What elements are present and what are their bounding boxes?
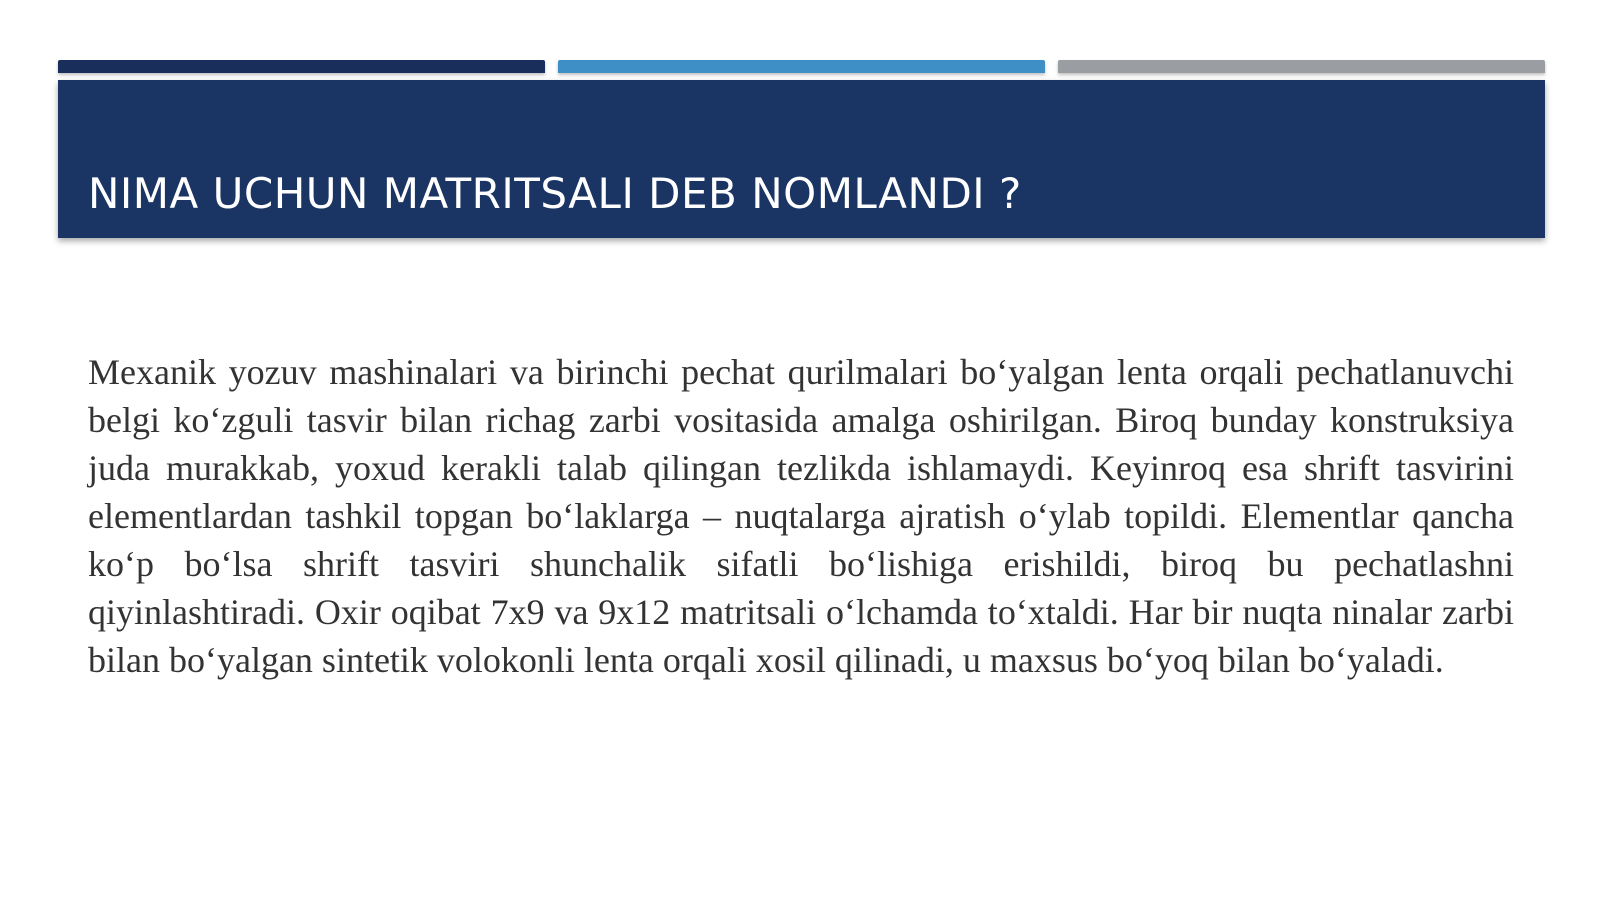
accent-bar-blue [558, 60, 1045, 73]
slide-body-text: Mexanik yozuv mashinalari va birinchi pechat qurilmalari bo‘yalgan lenta orqali pechatlanuvchi belgi ko‘zguli tasvir bilan richag zarbi vositasida amalga oshirilgan. Biroq bunday konstruksiya juda murakkab, yoxud kerakli talab qilingan tezlikda ishlamaydi. Keyinroq esa shrift tasvirini elementlardan tashkil topgan bo‘laklarga – nuqtalarga ajratish o‘ylab topildi. Elementlar qancha ko‘p bo‘lsa shrift tasviri shunchalik sifatli bo‘lishiga erishildi, biroq bu pechatlashni qiyinlashtiradi. Oxir oqibat 7x9 va 9x12 matritsali o‘lchamda to‘xtaldi. Har bir nuqta ninalar zarbi bilan bo‘yalgan sintetik volokonli lenta orqali xosil qilinadi, u maxsus bo‘yoq bilan bo‘yaladi. [88, 352, 1514, 680]
accent-bar-gray [1058, 60, 1545, 73]
title-band [58, 80, 1545, 238]
slide-title: NIMA UCHUN MATRITSALI DEB NOMLANDI ? [88, 169, 1022, 218]
accent-bar-dark [58, 60, 545, 73]
